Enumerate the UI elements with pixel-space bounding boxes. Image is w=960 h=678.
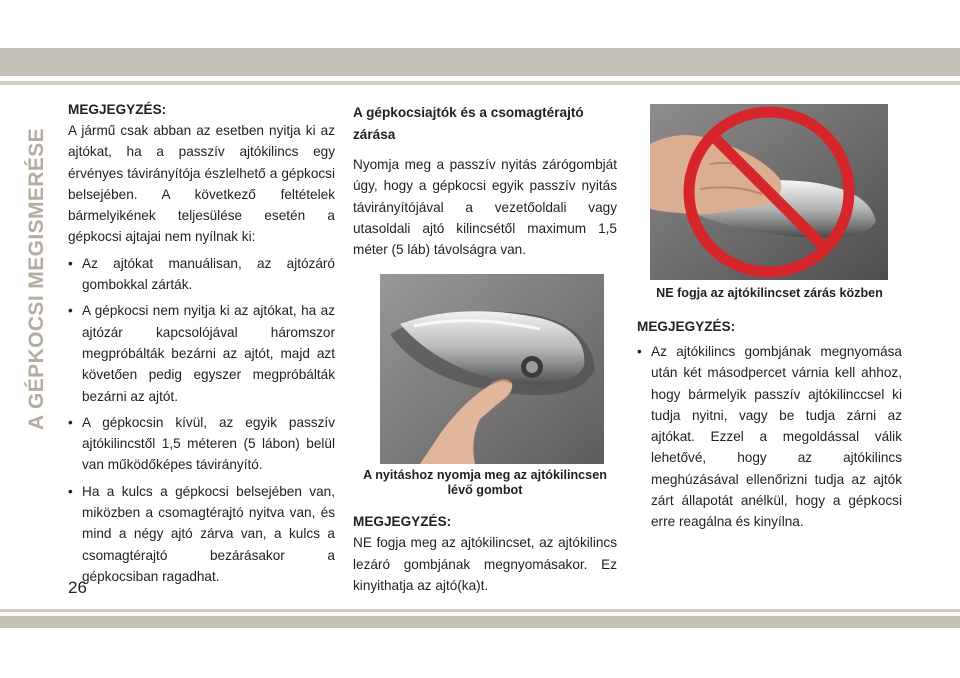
note-heading: MEGJEGYZÉS: [353, 514, 452, 530]
list-item: • Ha a kulcs a gépkocsi belsejében van, miközben a csomagtérajtó nyitva van, és mind a négy ajtó zárva van, a kulcs a csomagtérajtó bezárásakor a gépkocsiban ragadhat. [68, 481, 335, 587]
note-text: NE fogja meg az ajtókilincset, az ajtókilincs lezáró gombjának megnyomásakor. Ez kinyithatja az ajtó(ka)t. [353, 535, 617, 594]
footer-band [0, 616, 960, 628]
column-right [637, 104, 902, 538]
section-heading: A gépkocsiajtók és a csomagtérajtó zárása [353, 105, 584, 142]
note-list [637, 341, 902, 533]
page-number: 26 [68, 578, 87, 597]
column-left [68, 100, 335, 592]
no-grip-while-locking-photo [650, 104, 888, 280]
section-body: Nyomja meg a passzív nyitás zárógombját úgy, hogy a gépkocsi egyik passzív nyitás távirányítójával a vezetőoldali vagy utasoldali ajtó kilincsétől maximum 1,5 méter (5 láb) távolságra van. [353, 157, 617, 258]
no-grip-illustration [650, 104, 888, 280]
header-band [0, 48, 960, 76]
photo-caption: NE fogja az ajtókilincset zárás közben [656, 286, 883, 300]
list-item: • Az ajtókilincs gombjának megnyomása után két másodpercet várnia kell ahhoz, hogy bármelyik passzív ajtókilinccsel ki tudja nyitni, vagy be tudja zárni az ajtókat. Ezzel a megoldással válik lehetővé, hogy az ajtókilincs meghúzásával ellenőrizni tudja az ajtók zárt állapotát anélkül, hogy a gépkocsi erre reagálna és kinyílna. [637, 341, 902, 533]
chapter-side-title: A GÉPKOCSI MEGISMERÉSE [25, 127, 48, 430]
header-rule [0, 81, 960, 85]
door-handle-press-photo [380, 274, 604, 464]
note-heading: MEGJEGYZÉS: [637, 319, 736, 334]
note-heading: MEGJEGYZÉS: [68, 102, 167, 117]
list-item: • A gépkocsi nem nyitja ki az ajtókat, ha az ajtózár kapcsolójával háromszor megpróbálták bezárni az ajtót, majd azt követően pedig egyszer megpróbálták bezárni az ajtót. [68, 300, 335, 406]
column-middle [353, 102, 617, 601]
list-item: • A gépkocsin kívül, az egyik passzív ajtókilincstől 1,5 méteren (5 lábon) belül van működőképes távirányító. [68, 412, 335, 476]
footer-rule [0, 609, 960, 612]
list-item: • Az ajtókat manuálisan, az ajtózáró gombokkal zárták. [68, 253, 335, 296]
note-intro: A jármű csak abban az esetben nyitja ki az ajtókat, ha a passzív ajtókilincs egy érvényes távirányítója észlelhető a gépkocsi belsejében. A következő feltételek bármelyikének teljesülése esetén a gépkocsi ajtajai nem nyílnak ki: [68, 123, 335, 245]
door-handle-press-illustration [380, 274, 604, 464]
photo-caption: A nyitáshoz nyomja meg az ajtókilincsen lévő gombot [363, 468, 607, 498]
condition-list [68, 253, 335, 587]
